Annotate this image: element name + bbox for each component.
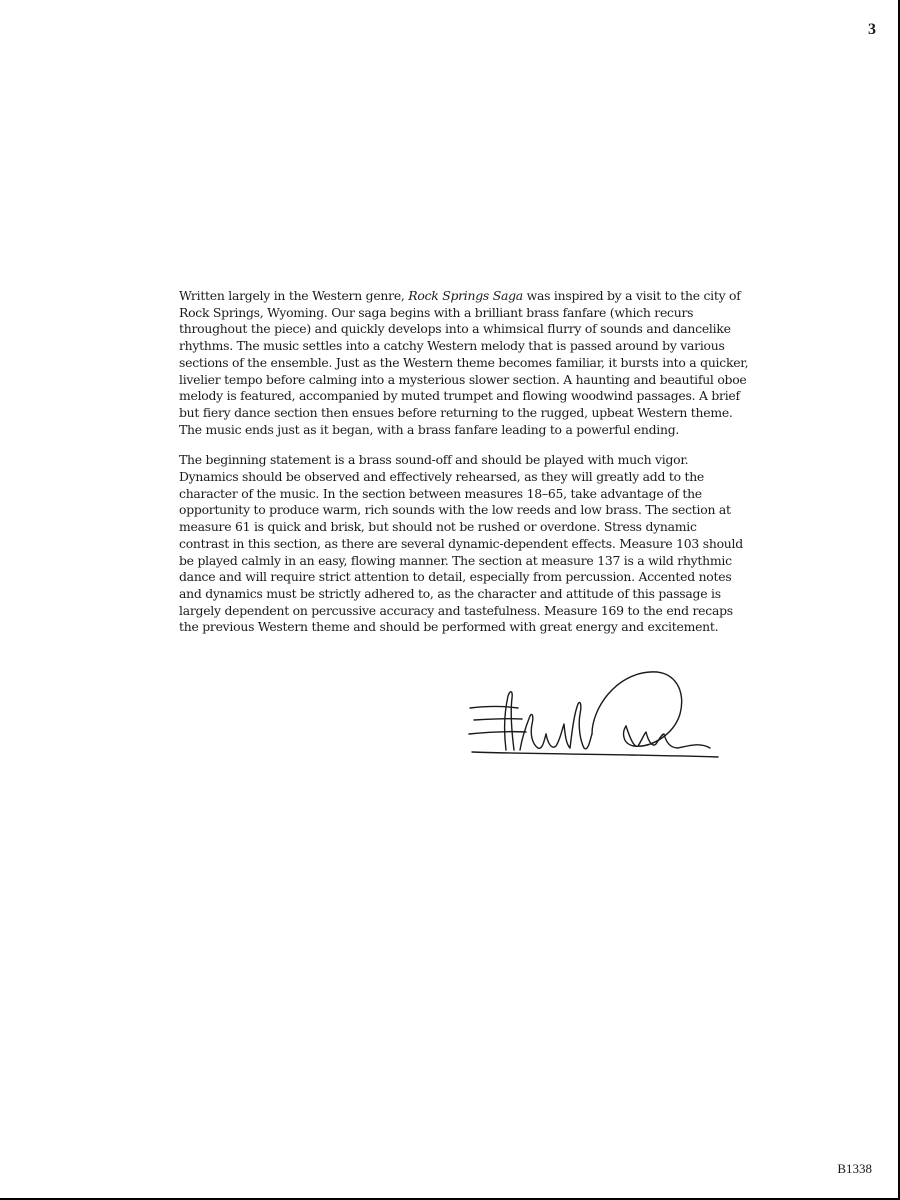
page-number: 3 <box>868 21 876 38</box>
program-notes <box>179 288 749 650</box>
notes-paragraph-1-body: was inspired by a visit to the city of Rock Springs, Wyoming. Our saga begins with a brilliant brass fanfare (which recurs throughout the piece) and quickly develops into a whimsical flurry of sounds and dancelike rhythms. The music settles into a catchy Western melody that is passed around by various sections of the ensemble. Just as the Western theme becomes familiar, it bursts into a quicker, livelier tempo before calming into a mysterious slower section. A haunting and beautiful oboe melody is featured, accompanied by muted trumpet and flowing woodwind passages. A brief but fiery dance section then ensues before returning to the rugged, upbeat Western theme. The music ends just as it began, with a brass fanfare leading to a powerful ending. <box>179 288 749 437</box>
composer-signature <box>466 668 722 764</box>
notes-paragraph-2: The beginning statement is a brass sound-off and should be played with much vigor. Dynamics should be observed and effectively rehearsed, as they will greatly add to the character of the music. In the section between measures 18–65, take advantage of the opportunity to produce warm, rich sounds with the low reeds and low brass. The section at measure 61 is quick and brisk, but should not be rushed or overdone. Stress dynamic contrast in this section, as there are several dynamic-dependent effects. Measure 103 should be played calmly in an easy, flowing manner. The section at measure 137 is a wild rhythmic dance and will require strict attention to detail, especially from percussion. Accented notes and dynamics must be strictly adhered to, as the character and attitude of this passage is largely dependent on percussive accuracy and tastefulness. Measure 169 to the end recaps the previous Western theme and should be performed with great energy and excitement. <box>179 452 743 635</box>
catalog-number: B1338 <box>837 1161 872 1176</box>
notes-paragraph-1-lead: Written largely in the Western genre, <box>179 288 409 303</box>
piece-title: Rock Springs Saga <box>408 288 523 303</box>
notes-paragraph-1 <box>179 288 749 438</box>
